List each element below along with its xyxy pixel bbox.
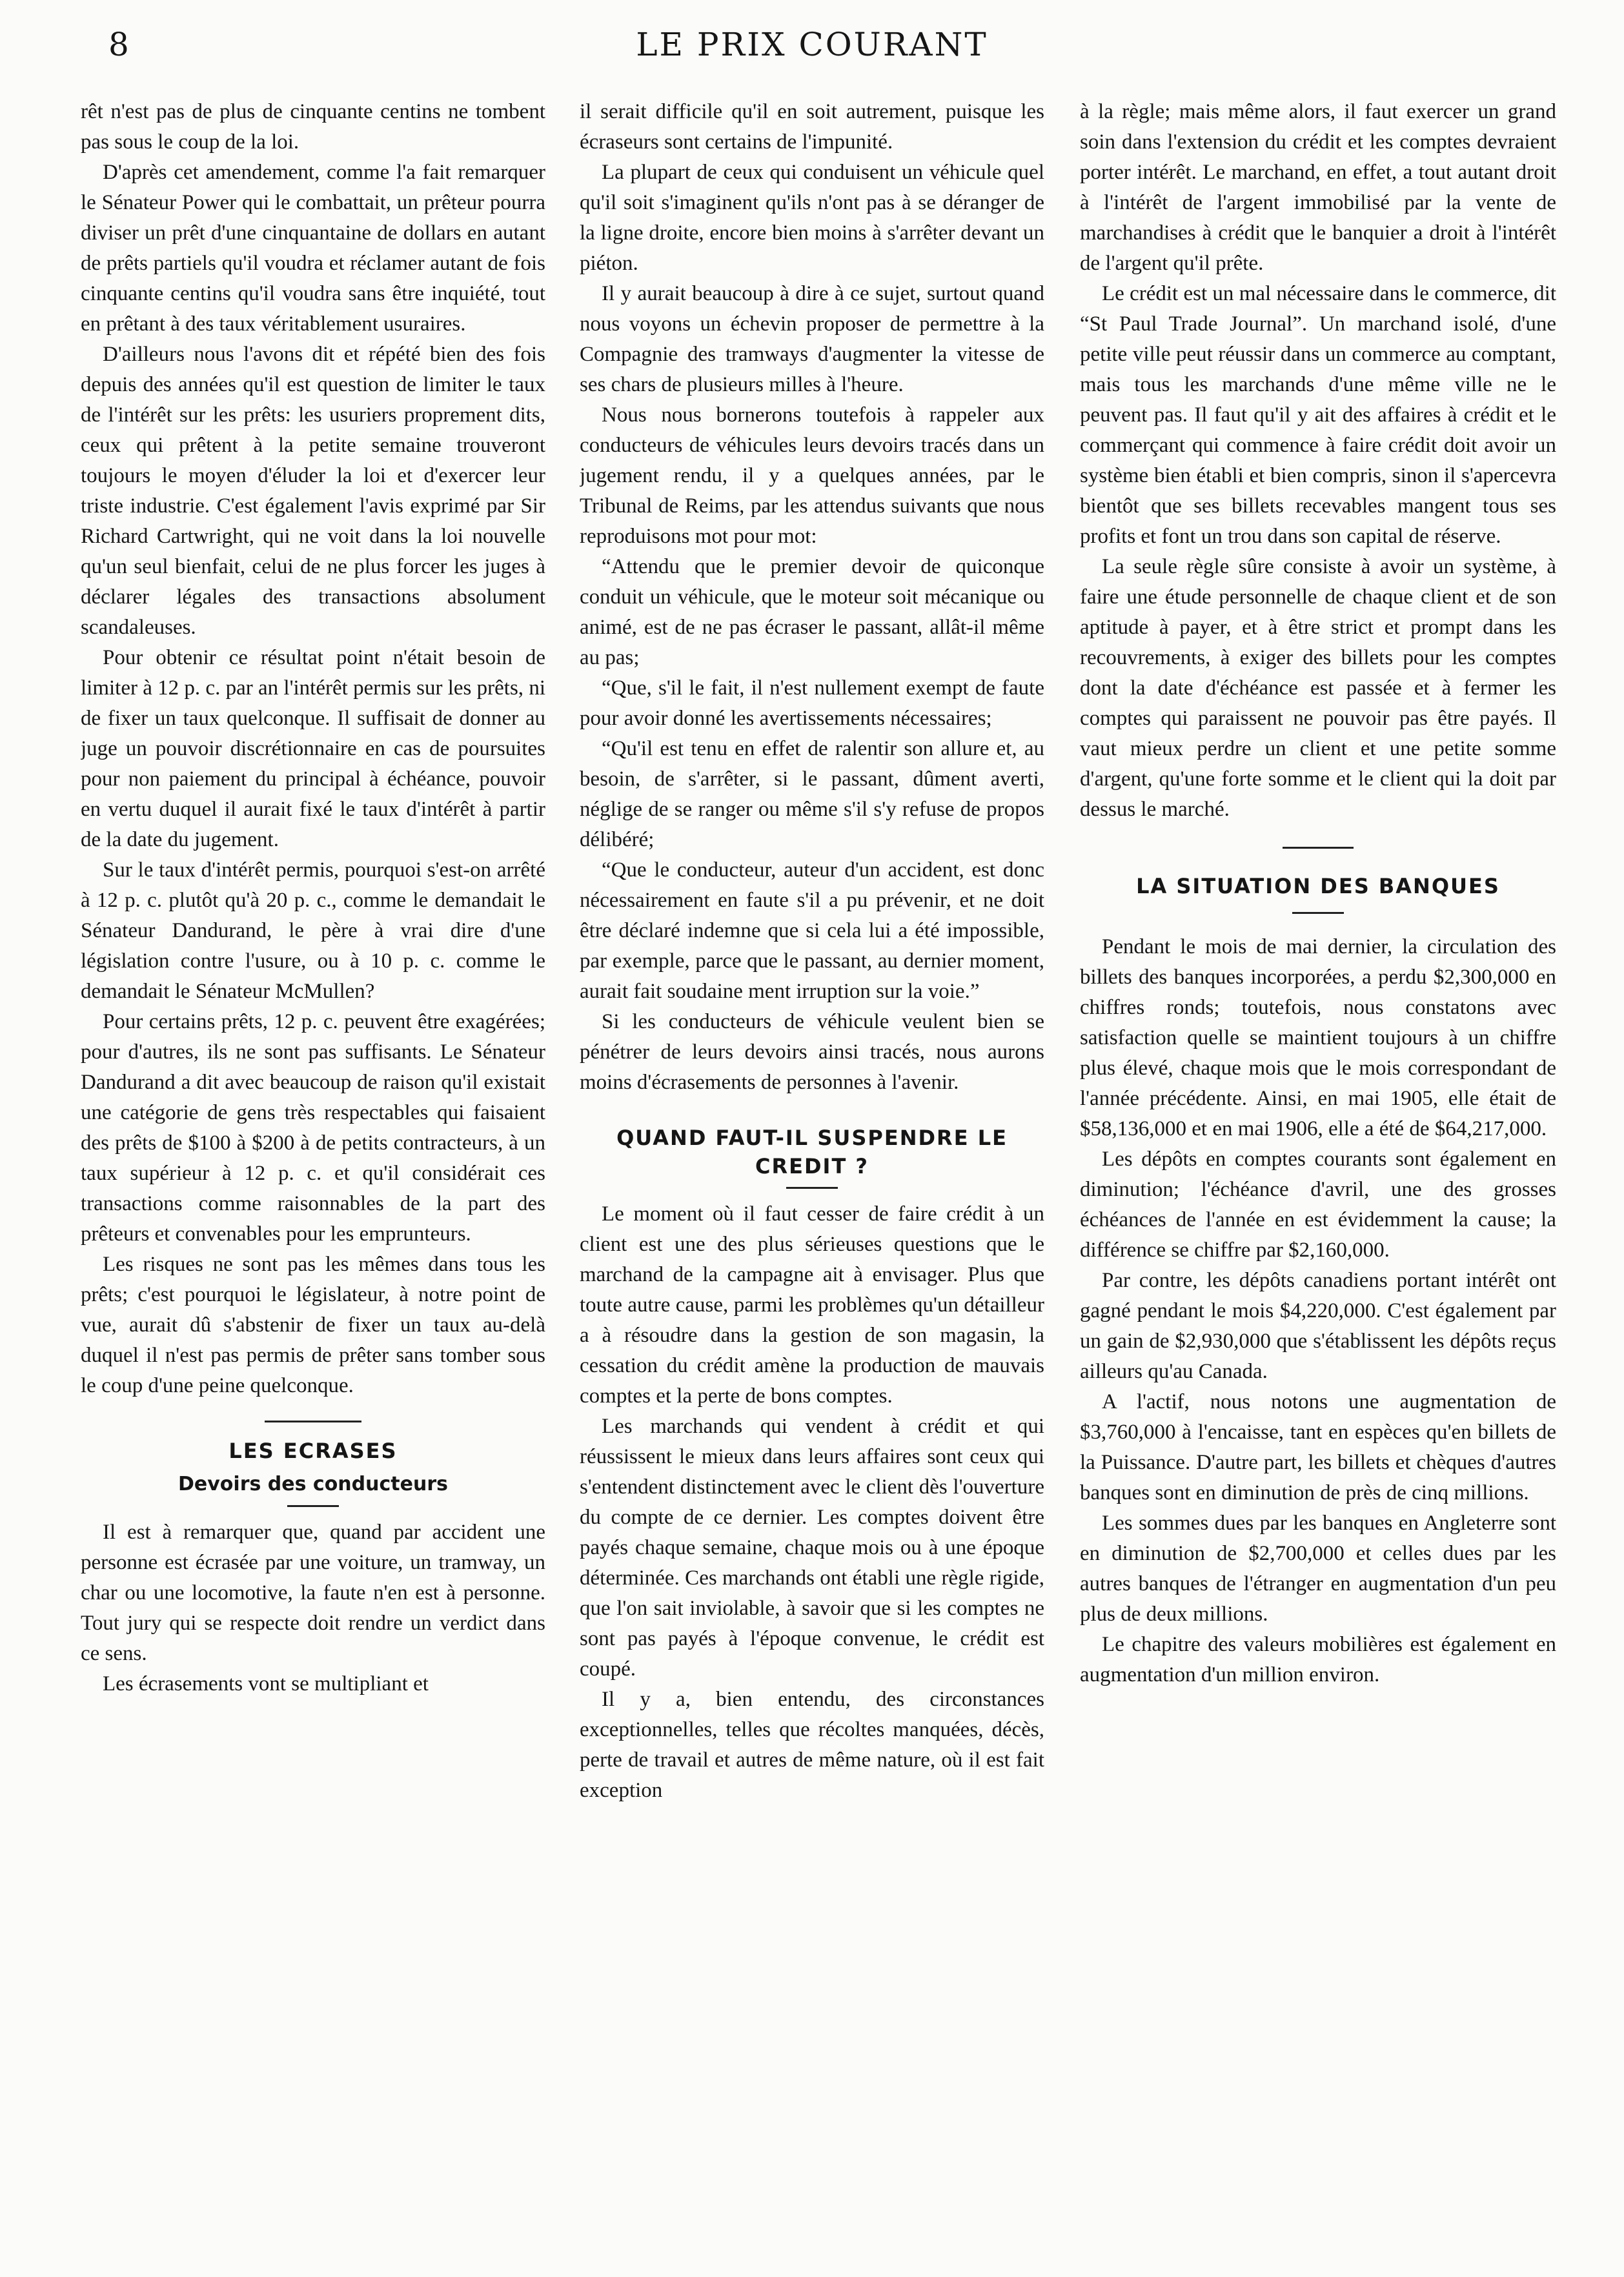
paragraph: rêt n'est pas de plus de cinquante centins ne tombent pas sous le coup de la loi. bbox=[81, 100, 545, 154]
paragraph: Sur le taux d'intérêt permis, pourquoi s'est-on arrêté à 12 p. c. plutôt qu'à 20 p. c., comme le demandait le Sénateur Dandurand, le père à vrai dire d'une législation contre l'usure, ou à 10 p. c. comme le demandait le Sénateur McMullen? bbox=[81, 858, 545, 1003]
paragraph: D'ailleurs nous l'avons dit et répété bien des fois depuis des années qu'il est question de limiter le taux de l'intérêt sur les prêts: les usuriers proprement dits, ceux qui prêtent à la petite semaine trouveront toujours le moyen d'éluder la loi et d'exercer leur triste industrie. C'est également l'avis exprimé par Sir Richard Cartwright, qui ne voit dans la loi nouvelle qu'un seul bienfait, celui de ne plus forcer les juges à déclarer légales des transactions absolument scandaleuses. bbox=[81, 343, 545, 639]
page-header bbox=[0, 26, 1624, 71]
subtitle-divider bbox=[287, 1505, 339, 1507]
paragraph: Si les conducteurs de véhicule veulent bien se pénétrer de leurs devoirs ainsi tracés, nous aurons moins d'écrasements de personnes à l'avenir. bbox=[580, 1010, 1044, 1094]
section-title-ecrases: LES ECRASES bbox=[228, 1439, 398, 1463]
paragraph: D'après cet amendement, comme l'a fait remarquer le Sénateur Power qui le combattait, un prêteur pourra diviser un prêt d'une cinquantaine de dollars en autant de prêts partiels qu'il voudra et réclamer autant de fois cinquante centins qu'il voudra sans être inquiété, tout en prêtant à des taux véritablement usuraires. bbox=[81, 161, 545, 336]
paragraph: Il y a, bien entendu, des circonstances exceptionnelles, telles que récoltes manquées, décès, perte de travail et autres de même nature, où il est fait exception bbox=[580, 1688, 1044, 1802]
paragraph: Les écrasements vont se multipliant et bbox=[103, 1672, 429, 1695]
paragraph: Pendant le mois de mai dernier, la circulation des billets des banques incorporées, a perdu $2,300,000 en chiffres ronds; toutefois, nous constatons avec satisfaction quelle se maintient toujours à un chiffre plus élevé, chaque mois que le mois correspondant de l'année précédente. Ainsi, en mai 1905, elle était de $58,136,000 et en mai 1906, elle a été de $64,217,000. bbox=[1080, 935, 1556, 1140]
paragraph: Par contre, les dépôts canadiens portant intérêt ont gagné pendant le mois $4,220,000. C'est également par un gain de $2,930,000 que s'établissent les dépôts reçus ailleurs qu'au Canada. bbox=[1080, 1269, 1556, 1383]
column-1 bbox=[81, 97, 545, 2259]
section-title-banques: LA SITUATION DES BANQUES bbox=[1136, 874, 1500, 898]
paragraph: Le chapitre des valeurs mobilières est également en augmentation d'un million environ. bbox=[1080, 1633, 1556, 1686]
paragraph: Le moment où il faut cesser de faire crédit à un client est une des plus sérieuses questions que le marchand de la campagne ait à envisager. Plus que toute autre cause, parmi les problèmes qu'un détailleur a à résoudre dans la gestion de son magasin, la cessation du crédit amène la production de mauvais comptes et la perte de bons comptes. bbox=[580, 1202, 1044, 1408]
quote-paragraph: “Attendu que le premier devoir de quiconque conduit un véhicule, que le moteur soit mécanique ou animé, est de ne pas écraser le passant, allât-il même au pas; bbox=[580, 555, 1044, 669]
quote-paragraph: “Que, s'il le fait, il n'est nullement exempt de faute pour avoir donné les avertissements nécessaires; bbox=[580, 676, 1044, 730]
paragraph: Il est à remarquer que, quand par accident une personne est écrasée par une voiture, un tramway, un char ou une locomotive, la faute n'en est à personne. Tout jury qui se respecte doit rendre un verdict dans ce sens. bbox=[81, 1521, 545, 1665]
title-divider bbox=[1292, 912, 1344, 914]
paragraph: Nous nous bornerons toutefois à rappeler aux conducteurs de véhicules leurs devoirs tracés dans un jugement rendu, il y a quelques années, par le Tribunal de Reims, par les attendus suivants que nous reproduisons mot pour mot: bbox=[580, 403, 1044, 548]
section-divider bbox=[1283, 847, 1354, 849]
paragraph: Les dépôts en comptes courants sont également en diminution; l'échéance d'avril, une des grosses échéances de l'année en est évidemment la cause; la différence se chiffre par $2,160,000. bbox=[1080, 1148, 1556, 1262]
paragraph: Le crédit est un mal nécessaire dans le commerce, dit “St Paul Trade Journal”. Un marchand isolé, d'une petite ville peut réussir dans un commerce au comptant, mais tous les marchands d'une même ville ne le peuvent pas. Il faut qu'il y ait des affaires à crédit et le commerçant qui commence à faire crédit doit avoir un système bien établi et bien compris, sinon il s'apercevra bientôt que ses billets recevables mangent tous ses profits et font un trou dans son capital de réserve. bbox=[1080, 282, 1556, 548]
paragraph: Les sommes dues par les banques en Angleterre sont en diminution de $2,700,000 et celles dues par les autres banques de l'étranger en augmentation d'un peu plus de deux millions. bbox=[1080, 1512, 1556, 1626]
quote-paragraph: “Qu'il est tenu en effet de ralentir son allure et, au besoin, de s'arrêter, si le passant, dûment averti, néglige de se ranger ou même s'il s'y refuse de propos délibéré; bbox=[580, 737, 1044, 851]
paragraph: à la règle; mais même alors, il faut exercer un grand soin dans l'extension du crédit et les comptes devraient porter intérêt. Le marchand, en effet, a tout autant droit à l'intérêt de l'argent immobilisé par la vente de marchandises à crédit que le banquier a droit à l'intérêt de l'argent qu'il prête. bbox=[1080, 100, 1556, 275]
column-2 bbox=[580, 97, 1044, 2259]
quote-paragraph: “Que le conducteur, auteur d'un accident, est donc nécessairement en faute s'il a pu prévenir, et ne doit être déclaré indemne que si cela lui a été impossible, par exemple, parce que le passant, au dernier moment, aurait fait soudaine ment irruption sur la voie.” bbox=[580, 858, 1044, 1003]
section-title-credit: QUAND FAUT-IL SUSPENDRE LE CREDIT ? bbox=[616, 1126, 1008, 1179]
column-3 bbox=[1080, 97, 1556, 2259]
paragraph: Il y aurait beaucoup à dire à ce sujet, surtout quand nous voyons un échevin proposer de permettre à la Compagnie des tramways d'augmenter la vitesse de ses chars de plusieurs milles à l'heure. bbox=[580, 282, 1044, 396]
section-divider bbox=[265, 1421, 361, 1422]
paragraph: La seule règle sûre consiste à avoir un système, à faire une étude personnelle de chaque client et de son aptitude à payer, et à être strict et prompt dans les recouvrements, à exiger des billets pour les comptes dont la date d'échéance est passée et à fermer les comptes qui paraissent ne pouvoir pas être payés. Il vaut mieux perdre un client et une petite somme d'argent, qu'une forte somme et le client qui la doit par dessus le marché. bbox=[1080, 555, 1556, 821]
section-subtitle: Devoirs des conducteurs bbox=[178, 1473, 448, 1495]
paragraph: A l'actif, nous notons une augmentation de $3,760,000 à l'encaisse, tant en espèces qu'en billets de la Puissance. D'autre part, les billets et chèques d'autres banques sont en diminution de près de cinq millions. bbox=[1080, 1390, 1556, 1504]
paragraph: La plupart de ceux qui conduisent un véhicule quel qu'il soit s'imaginent qu'ils n'ont pas à se déranger de la ligne droite, encore bien moins à s'arrêter devant un piéton. bbox=[580, 161, 1044, 275]
paragraph: Les risques ne sont pas les mêmes dans tous les prêts; c'est pourquoi le législateur, à notre point de vue, aurait dû s'abstenir de fixer un taux au-delà duquel il n'est pas permis de prêter sans tomber sous le coup d'une peine quelconque. bbox=[81, 1253, 545, 1397]
masthead-title: LE PRIX COURANT bbox=[636, 26, 988, 63]
paragraph: Pour certains prêts, 12 p. c. peuvent être exagérées; pour d'autres, ils ne sont pas suffisants. Le Sénateur Dandurand a dit avec beaucoup de raison qu'il existait une catégorie de gens très respectables qui faisaient des prêts de $100 à $200 à de petits contracteurs, à un taux supérieur à 12 p. c. et qu'il considérait ces transactions comme raisonnables de la part des prêteurs et convenables pour les emprunteurs. bbox=[81, 1010, 545, 1246]
section-divider bbox=[786, 1187, 838, 1189]
paragraph: Pour obtenir ce résultat point n'était besoin de limiter à 12 p. c. par an l'intérêt permis sur les prêts, ni de fixer un taux quelconque. Il suffisait de donner au juge un pouvoir discrétionnaire en cas de poursuites pour non paiement du principal à échéance, pouvoir en vertu duquel il aurait fixé le taux d'intérêt à partir de la date du jugement. bbox=[81, 646, 545, 851]
page-number: 8 bbox=[108, 26, 129, 63]
spacer bbox=[580, 1098, 1044, 1124]
paragraph: Les marchands qui vendent à crédit et qui réussissent le mieux dans leurs affaires sont ceux qui s'entendent distinctement avec le client dès l'ouverture du compte de ce dernier. Les comptes doivent être payés chaque semaine, chaque mois ou à une époque déterminée. Ces marchands ont établi une règle rigide, que l'on sait inviolable, à savoir que si les comptes ne sont pas payés à l'époque convenue, le crédit est coupé. bbox=[580, 1415, 1044, 1681]
paragraph: il serait difficile qu'il en soit autrement, puisque les écraseurs sont certains de l'impunité. bbox=[580, 100, 1044, 154]
